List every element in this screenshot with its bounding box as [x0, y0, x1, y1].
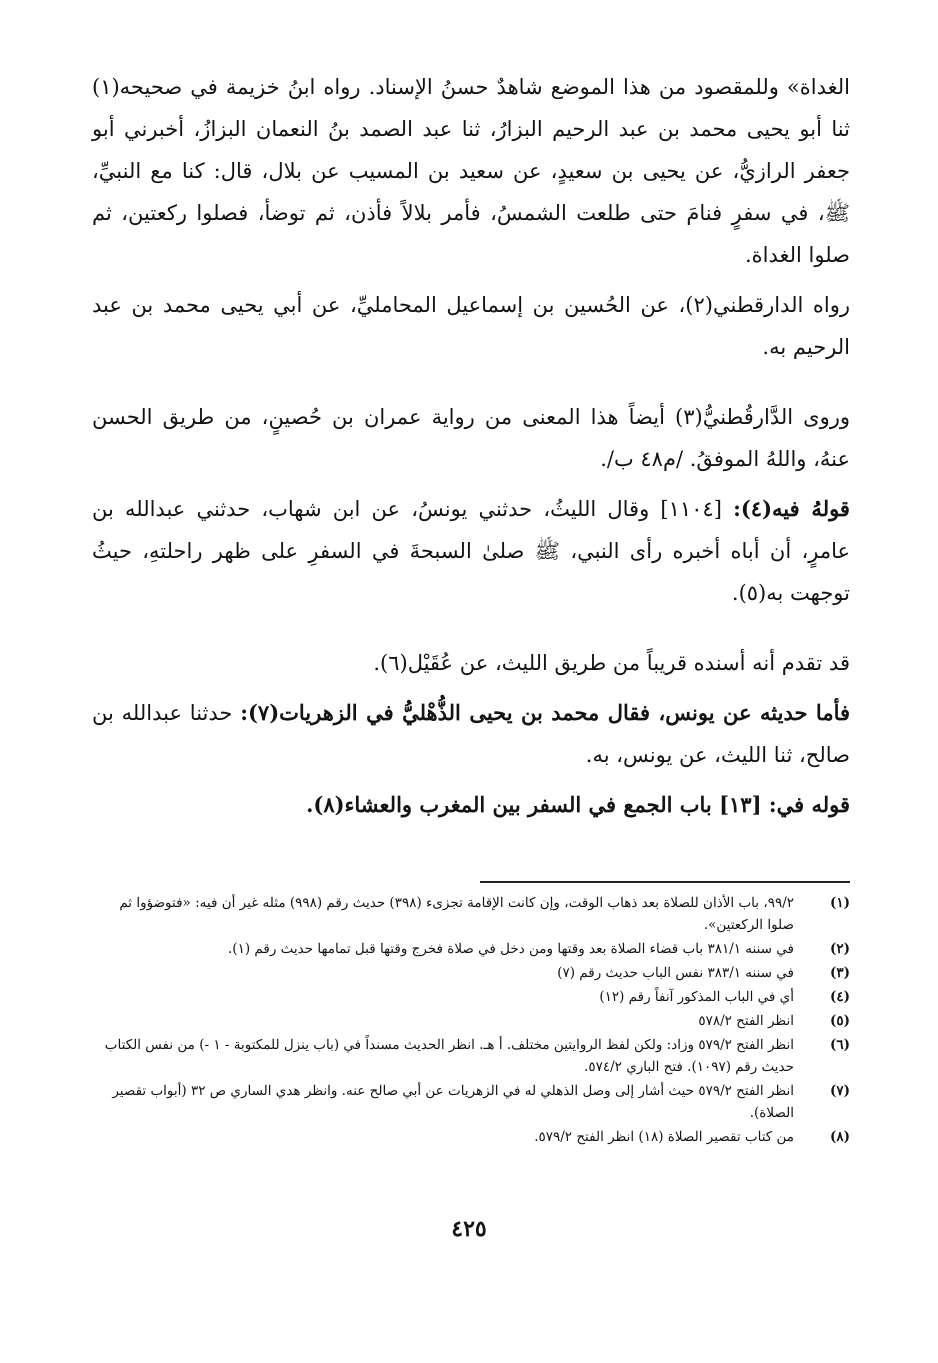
footnote	[92, 962, 850, 984]
footnote	[92, 892, 850, 936]
paragraph-4-text: [١١٠٤] وقال الليثُ، حدثني يونسُ، عن ابن شهاب، حدثني عبدالله بن عامرٍ، أن أباه أخبره رأى النبي، ﷺ صلىٰ السبحةَ في السفرِ على ظهر راحلتهِ، حيثُ توجهت به(٥).	[92, 497, 850, 605]
footnote-number: (١)	[829, 895, 850, 911]
footnote-separator	[480, 881, 850, 883]
paragraph-3: وروى الدَّارقُطنيُّ(٣) أيضاً هذا المعنى من رواية عمران بن حُصينٍ، من طريق الحسن عنهُ، واللهُ الموفقُ. /م٤٨ ب/.	[92, 405, 850, 471]
footnote-text: في سننه ٣٨٣/١ نفس الباب حديث رقم (٧)	[557, 965, 794, 981]
footnote-text: من كتاب تقصير الصلاة (١٨) انظر الفتح ٥٧٩/٢.	[534, 1129, 794, 1145]
footnote-number: (٣)	[829, 965, 850, 981]
footnote	[92, 1034, 850, 1078]
paragraph-4-lead: قولهُ فيه(٤):	[733, 496, 850, 521]
main-text	[92, 66, 850, 826]
footnote	[92, 1010, 850, 1032]
paragraph-2: رواه الدارقطني(٢)، عن الحُسين بن إسماعيل المحامليِّ، عن أبي يحيى محمد بن عبد الرحيم به.	[92, 293, 850, 359]
footnote-number: (٨)	[829, 1129, 850, 1145]
footnote	[92, 986, 850, 1008]
footnote-text: في سننه ٣٨١/١ باب قضاء الصلاة بعد وقتها ومن دخل في صلاة فخرج وقتها قبل تمامها حديث رقم (١).	[228, 941, 794, 957]
footnote-number: (٥)	[829, 1013, 850, 1029]
footnote-text: ٩٩/٢، باب الأذان للصلاة بعد ذهاب الوقت، وإن كانت الإقامة تجزىء (٣٩٨) حديث رقم (٩٩٨) مثله غير أن فيه: «فتوضؤوا ثم صلوا الركعتين».	[119, 895, 794, 933]
paragraph-4	[92, 488, 850, 614]
footnote	[92, 1080, 850, 1124]
footnotes	[92, 892, 850, 1150]
page-number: ٤٢٥	[451, 1216, 487, 1242]
paragraph-1: الغداة» وللمقصود من هذا الموضع شاهدٌ حسنُ الإسناد. رواه ابنُ خزيمة في صحيحه(١) ثنا أبو يحيى محمد بن عبد الرحيم البزارُ، ثنا عبد الصمد بنُ النعمان البزازُ، أخبرني أبو جعفر الرازيُّ، عن يحيى بن سعيدٍ، عن سعيد بن المسيب عن بلال، قال: كنا مع النبيِّ، ﷺ، في سفرٍ فنامَ حتى طلعت الشمسُ، فأمر بلالاً فأذن، ثم توضأ، فصلوا ركعتين، ثم صلوا الغداة.	[92, 75, 850, 267]
paragraph-6-text: حدثنا عبدالله بن صالح، ثنا الليث، عن يونس، به.	[92, 701, 850, 767]
paragraph-6	[92, 692, 850, 776]
footnote-text: انظر الفتح ٥٧٨/٢	[698, 1013, 794, 1029]
paragraph-6-lead: فأما حديثه عن يونس، فقال محمد بن يحيى الذُّهْليُّ في الزهريات(٧):	[240, 700, 851, 725]
paragraph-5: قد تقدم أنه أسنده قريباً من طريق الليث، عن عُقَيْل(٦).	[373, 651, 850, 675]
footnote-text: انظر الفتح ٥٧٩/٢ وزاد: ولكن لفظ الروايتين مختلف. أ هـ. انظر الحديث مسنداً في (باب ينزل للمكتوبة - ١ -) من نفس الكتاب حديث رقم (١٠٩٧). فتح الباري ٥٧٤/٢.	[104, 1037, 794, 1075]
footnote	[92, 938, 850, 960]
paragraph-7-lead: قوله في: [١٣] باب الجمع في السفر بين المغرب والعشاء(٨).	[306, 792, 850, 817]
footnote-number: (٢)	[829, 941, 850, 957]
footnote-number: (٤)	[829, 989, 850, 1005]
footnote	[92, 1126, 850, 1148]
footnote-number: (٦)	[829, 1037, 850, 1053]
footnote-number: (٧)	[829, 1083, 850, 1099]
footnote-text: أي في الباب المذكور آنفاً رقم (١٢)	[599, 989, 794, 1005]
paragraph-7	[92, 784, 850, 826]
footnote-text: انظر الفتح ٥٧٩/٢ حيث أشار إلى وصل الذهلي له في الزهريات عن أبي صالح عنه. وانظر هدي الساري ص ٣٢ (أبواب تقصير الصلاة).	[112, 1083, 794, 1121]
